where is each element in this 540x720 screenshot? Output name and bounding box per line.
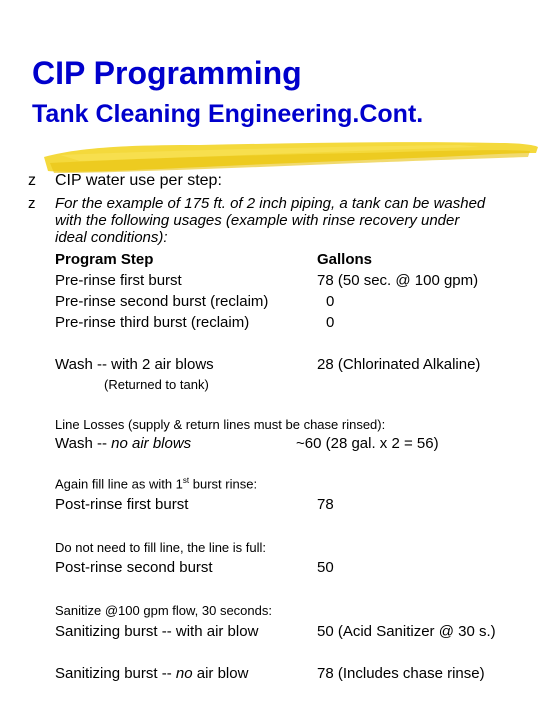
column-header-gallons: Gallons: [317, 251, 373, 268]
table-row-step: Pre-rinse second burst (reclaim): [55, 293, 269, 310]
sanitizing-burst-no-air-value: 78 (Includes chase rinse): [317, 665, 485, 682]
page-subtitle: Tank Cleaning Engineering.Cont.: [32, 100, 424, 128]
post-rinse-second-value: 50: [317, 559, 334, 576]
refill-note-post: burst rinse:: [189, 476, 258, 492]
wash-step: Wash -- with 2 air blows: [55, 356, 214, 373]
line-losses-note: Line Losses (supply & return lines must be chase rinsed):: [55, 417, 386, 432]
line-losses-value: ~60 (28 gal. x 2 = 56): [296, 435, 439, 452]
sanitizing-burst-air-value: 50 (Acid Sanitizer @ 30 s.): [317, 623, 496, 640]
refill-note-pre: Again fill line as with 1: [55, 476, 183, 492]
line-losses-wash-emphasis: no air blows: [111, 435, 192, 452]
bullet-marker: z: [28, 172, 36, 189]
returned-note: (Returned to tank): [104, 377, 209, 392]
refill-note-sup: st: [182, 476, 190, 485]
column-header-step: Program Step: [55, 251, 154, 268]
table-row-step: Pre-rinse third burst (reclaim): [55, 314, 250, 331]
bullet-text-line2: with the following usages (example with rinse recovery under: [55, 212, 460, 229]
bullet-text-water-use: CIP water use per step:: [55, 172, 222, 189]
table-row-gallons: 0: [326, 293, 335, 310]
post-rinse-first-step: Post-rinse first burst: [55, 496, 189, 513]
sanitizing-burst-air-step: Sanitizing burst -- with air blow: [55, 623, 259, 640]
table-row-step: Pre-rinse first burst: [55, 272, 182, 289]
sanitizing-emphasis: no: [175, 665, 193, 682]
wash-gallons: 28 (Chlorinated Alkaline): [317, 356, 481, 373]
bullet-text-line3: ideal conditions):: [55, 229, 168, 246]
sanitizing-prefix: Sanitizing burst --: [55, 665, 176, 682]
post-rinse-second-step: Post-rinse second burst: [55, 559, 213, 576]
bullet-text-line1: For the example of 175 ft. of 2 inch piping, a tank can be washed: [55, 195, 486, 212]
line-losses-wash: [55, 435, 191, 452]
sanitizing-burst-no-air-step: [55, 665, 248, 682]
refill-note: [55, 476, 257, 491]
bullet-marker: z: [28, 195, 36, 212]
page-title: CIP Programming: [32, 55, 302, 91]
post-rinse-first-value: 78: [317, 496, 334, 513]
sanitizing-suffix: air blow: [192, 665, 249, 682]
sanitize-note: Sanitize @100 gpm flow, 30 seconds:: [55, 603, 272, 618]
table-row-gallons: 78 (50 sec. @ 100 gpm): [317, 272, 479, 289]
table-row-gallons: 0: [326, 314, 335, 331]
line-losses-wash-prefix: Wash --: [55, 435, 112, 452]
no-fill-note: Do not need to fill line, the line is full:: [55, 540, 267, 555]
